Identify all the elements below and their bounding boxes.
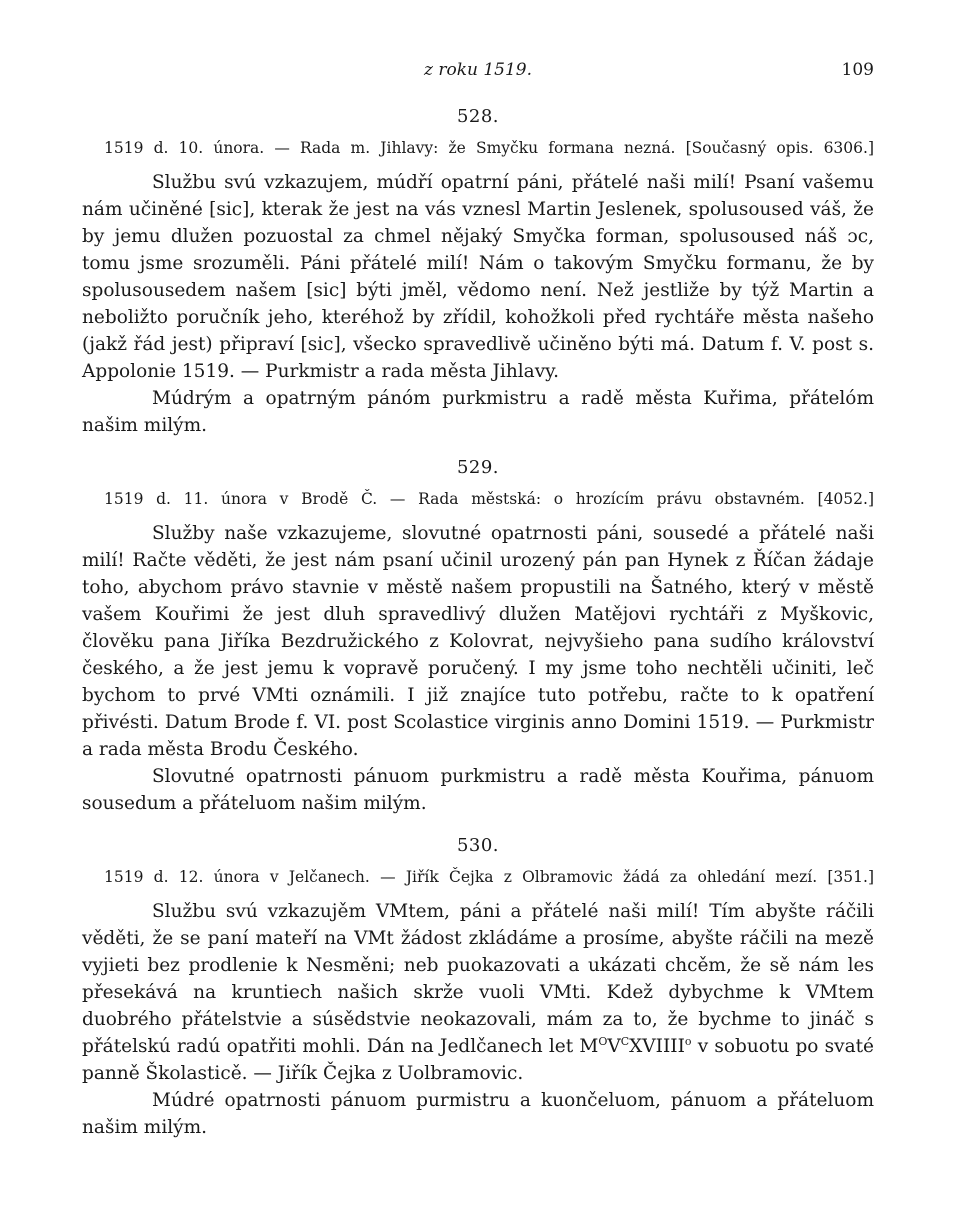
document-regest: 1519 d. 11. února v Brodě Č. — Rada městská: o hrozícím právu obstavném. [4052.]	[104, 490, 874, 508]
letter-body-ending: v sobuotu po svaté panně Školasticě. — Jiřík Čejka z Uolbramovic.	[82, 1036, 874, 1084]
document-number: 528.	[456, 106, 500, 127]
document-entry	[82, 457, 874, 817]
book-page	[82, 60, 874, 1141]
page-number: 109	[841, 60, 874, 80]
document-entry	[82, 106, 874, 439]
document-number: 530.	[456, 835, 500, 856]
letter-body: Služby naše vzkazujeme, slovutné opatrnosti páni, sousedé a přátelé naši milí! Račte věděti, že jest nám psaní učinil urozený pán pan Hynek z Říčan žádaje toho, abychom právo stavnie v městě našem propustili na Šatného, který v městě vašem Kouřimi že jest dluh spravedlivý dlužen Matějovi rychtáři z Myškovic, člověku pana Jiříka Bezdružického z Kolovrat, nejvyšieho pana sudího království českého, a že jest jemu k vopravě poručený. I my jsme toho nechtěli učiniti, leč bychom to prvé VMti oznámili. I již znajíce tuto potřebu, račte to k opatření přivésti. Datum Brode f. VI. post Scolastice virginis anno Domini 1519. — Purkmistr a rada města Brodu Českého.	[82, 523, 874, 760]
date-superscript: O	[598, 1034, 608, 1048]
letter-address: Múdré opatrnosti pánuom purmistru a kuončeluom, pánuom a přáteluom našim milým.	[82, 1090, 874, 1138]
date-text: XVIIII	[629, 1036, 685, 1057]
letter-body: Službu svú vzkazujem, múdří opatrní páni, přátelé naši milí! Psaní vašemu nám učiněné [sic], kterak že jest na vás vznesl Martin Jeslenek, spolusoused váš, že by jemu dlužen pozuostal za chmel nějaký Smyčka forman, spolusoused náš ɔc, tomu jsme srozuměli. Páni přátelé milí! Nám o takovým Smyčku formanu, že by spolusousedem našem [sic] býti jměl, vědomo není. Než jestliže by týž Martin a neboližto poručník jeho, kteréhož by zřídil, kohožkoli před rychtáře města našeho (jakž řád jest) připraví [sic], všecko spravedlivě učiněno býti má. Datum f. V. post s. Appolonie 1519. — Purkmistr a rada města Jihlavy.	[82, 172, 874, 382]
document-number: 529.	[456, 457, 500, 478]
running-title: z roku 1519.	[423, 60, 533, 80]
running-header	[82, 60, 874, 88]
document-entry	[82, 835, 874, 1141]
date-superscript: C	[620, 1034, 630, 1048]
letter-address: Múdrým a opatrným pánóm purkmistru a radě města Kuřima, přátelóm našim milým.	[82, 388, 874, 436]
letter-address: Slovutné opatrnosti pánuom purkmistru a radě města Kouřima, pánuom sousedum a přáteluom našim milým.	[82, 766, 874, 814]
document-regest: 1519 d. 10. února. — Rada m. Jihlavy: že Smyčku formana nezná. [Současný opis. 6306.]	[104, 139, 874, 157]
document-regest: 1519 d. 12. února v Jelčanech. — Jiřík Čejka z Olbramovic žádá za ohledání mezí. [351.]	[104, 868, 874, 886]
letter-body	[82, 898, 874, 1087]
date-text: V	[607, 1036, 621, 1057]
date-superscript: o	[684, 1034, 692, 1048]
letter-body-text: Službu svú vzkazujěm VMtem, páni a přátelé naši milí! Tím abyšte ráčili věděti, že se paní mateří na VMt žádost zkládáme a prosíme, abyšte ráčili na mezě vyjieti bez prodlenie k Nesměni; neb puokazovati a ukázati chcěm, že sě nám les přesekává na kruntiech našich skrže vuoli VMti. Kdež dybychme k VMtem duobrého přátelstvie a súsědstvie neokazovali, mám za to, že bychme to jináč s přátelskú radú opatřiti mohli. Dán na Jedlčanech let M	[82, 901, 874, 1057]
